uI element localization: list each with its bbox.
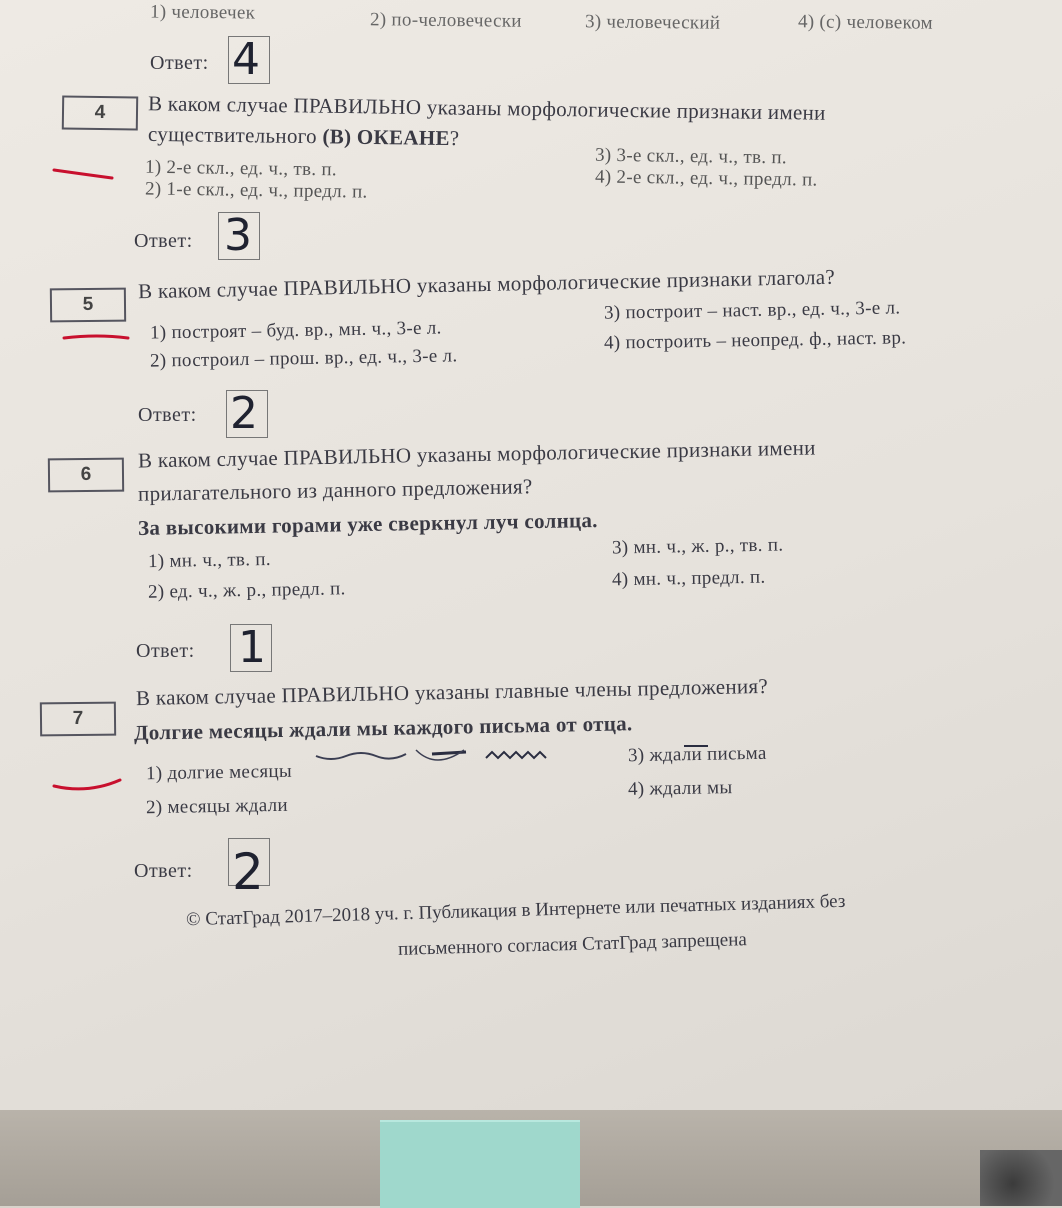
q6-option-3: 3) мн. ч., ж. р., тв. п. bbox=[611, 534, 784, 559]
q6-question-line1: В каком случае ПРАВИЛЬНО указаны морфологические признаки имени bbox=[137, 435, 816, 473]
q6-answer-label: Ответ: bbox=[136, 640, 195, 662]
q6-option-4: 4) мн. ч., предл. п. bbox=[611, 566, 766, 591]
q6-number-box: 6 bbox=[48, 458, 124, 493]
q4-question-line1: В каком случае ПРАВИЛЬНО указаны морфологические признаки имени bbox=[147, 91, 826, 125]
q6-sentence: За высокими горами уже сверкнул луч солнца. bbox=[137, 507, 598, 541]
q4-option-1: 1) 2-е скл., ед. ч., тв. п. bbox=[144, 156, 338, 181]
q5-answer-label: Ответ: bbox=[138, 404, 197, 426]
q5-option-2: 2) построил – прош. вр., ед. ч., 3-е л. bbox=[149, 345, 458, 372]
q7-option-1: 1) долгие месяцы bbox=[145, 760, 293, 785]
q4-question-line2 bbox=[148, 122, 460, 151]
q6-answer-value: 1 bbox=[238, 622, 266, 673]
q4-line2-suffix: ? bbox=[449, 126, 460, 151]
q7-sentence: Долгие месяцы ждали мы каждого письма от отца. bbox=[133, 711, 633, 745]
q7-number-box: 7 bbox=[40, 702, 116, 737]
q4-option-3: 3) 3-е скл., ед. ч., тв. п. bbox=[594, 144, 788, 169]
q3-option-3: 3) человеческий bbox=[584, 11, 721, 34]
footer-copyright-line2: письменного согласия СтатГрад запрещена bbox=[397, 929, 748, 960]
q3-option-2: 2) по-человечески bbox=[369, 9, 522, 32]
q7-question-line1: В каком случае ПРАВИЛЬНО указаны главные члены предложения? bbox=[135, 673, 769, 711]
q3-answer-label: Ответ: bbox=[150, 52, 209, 74]
q7-option-2: 2) месяцы ждали bbox=[145, 794, 289, 819]
q5-option-4: 4) построить – неопред. ф., наст. вр. bbox=[603, 327, 907, 354]
q6-option-2: 2) ед. ч., ж. р., предл. п. bbox=[147, 578, 346, 603]
q5-number-box: 5 bbox=[50, 288, 126, 323]
q4-line2-bold: (В) ОКЕАНЕ bbox=[322, 124, 450, 151]
q4-option-4: 4) 2-е скл., ед. ч., предл. п. bbox=[594, 166, 818, 191]
q3-option-4: 4) (с) человеком bbox=[797, 11, 934, 34]
q7-option-3: 3) ждали письма bbox=[627, 742, 767, 767]
q4-option-2: 2) 1-е скл., ед. ч., предл. п. bbox=[144, 178, 368, 203]
red-pen-mark-q5 bbox=[62, 330, 132, 344]
red-pen-mark-q7 bbox=[52, 776, 124, 796]
teal-paper-stack bbox=[380, 1120, 580, 1208]
q7-answer-label: Ответ: bbox=[134, 860, 193, 882]
q6-option-1: 1) мн. ч., тв. п. bbox=[147, 548, 272, 573]
q5-question-line1: В каком случае ПРАВИЛЬНО указаны морфологические признаки глагола? bbox=[137, 264, 836, 304]
q6-question-line2: прилагательного из данного предложения? bbox=[137, 474, 533, 506]
q4-line2-prefix: существительного bbox=[147, 121, 323, 149]
q5-answer-value: 2 bbox=[230, 388, 258, 439]
red-pen-mark-q4 bbox=[52, 164, 116, 184]
q7-option-4: 4) ждали мы bbox=[627, 777, 733, 800]
dark-object-corner bbox=[980, 1150, 1062, 1206]
q3-option-1: 1) человечек bbox=[149, 1, 256, 24]
q5-option-3: 3) построит – наст. вр., ед. ч., 3-е л. bbox=[603, 297, 901, 324]
q3-answer-value: 4 bbox=[232, 34, 260, 85]
q4-answer-label: Ответ: bbox=[134, 230, 193, 252]
q5-option-1: 1) построят – буд. вр., мн. ч., 3-е л. bbox=[149, 317, 442, 344]
q4-answer-value: 3 bbox=[224, 210, 252, 261]
q7-answer-value: 2 bbox=[232, 843, 264, 901]
footer-copyright-line1: © СтатГрад 2017–2018 уч. г. Публикация в Интернете или печатных изданиях без bbox=[185, 890, 846, 931]
q4-number-box: 4 bbox=[62, 95, 138, 130]
